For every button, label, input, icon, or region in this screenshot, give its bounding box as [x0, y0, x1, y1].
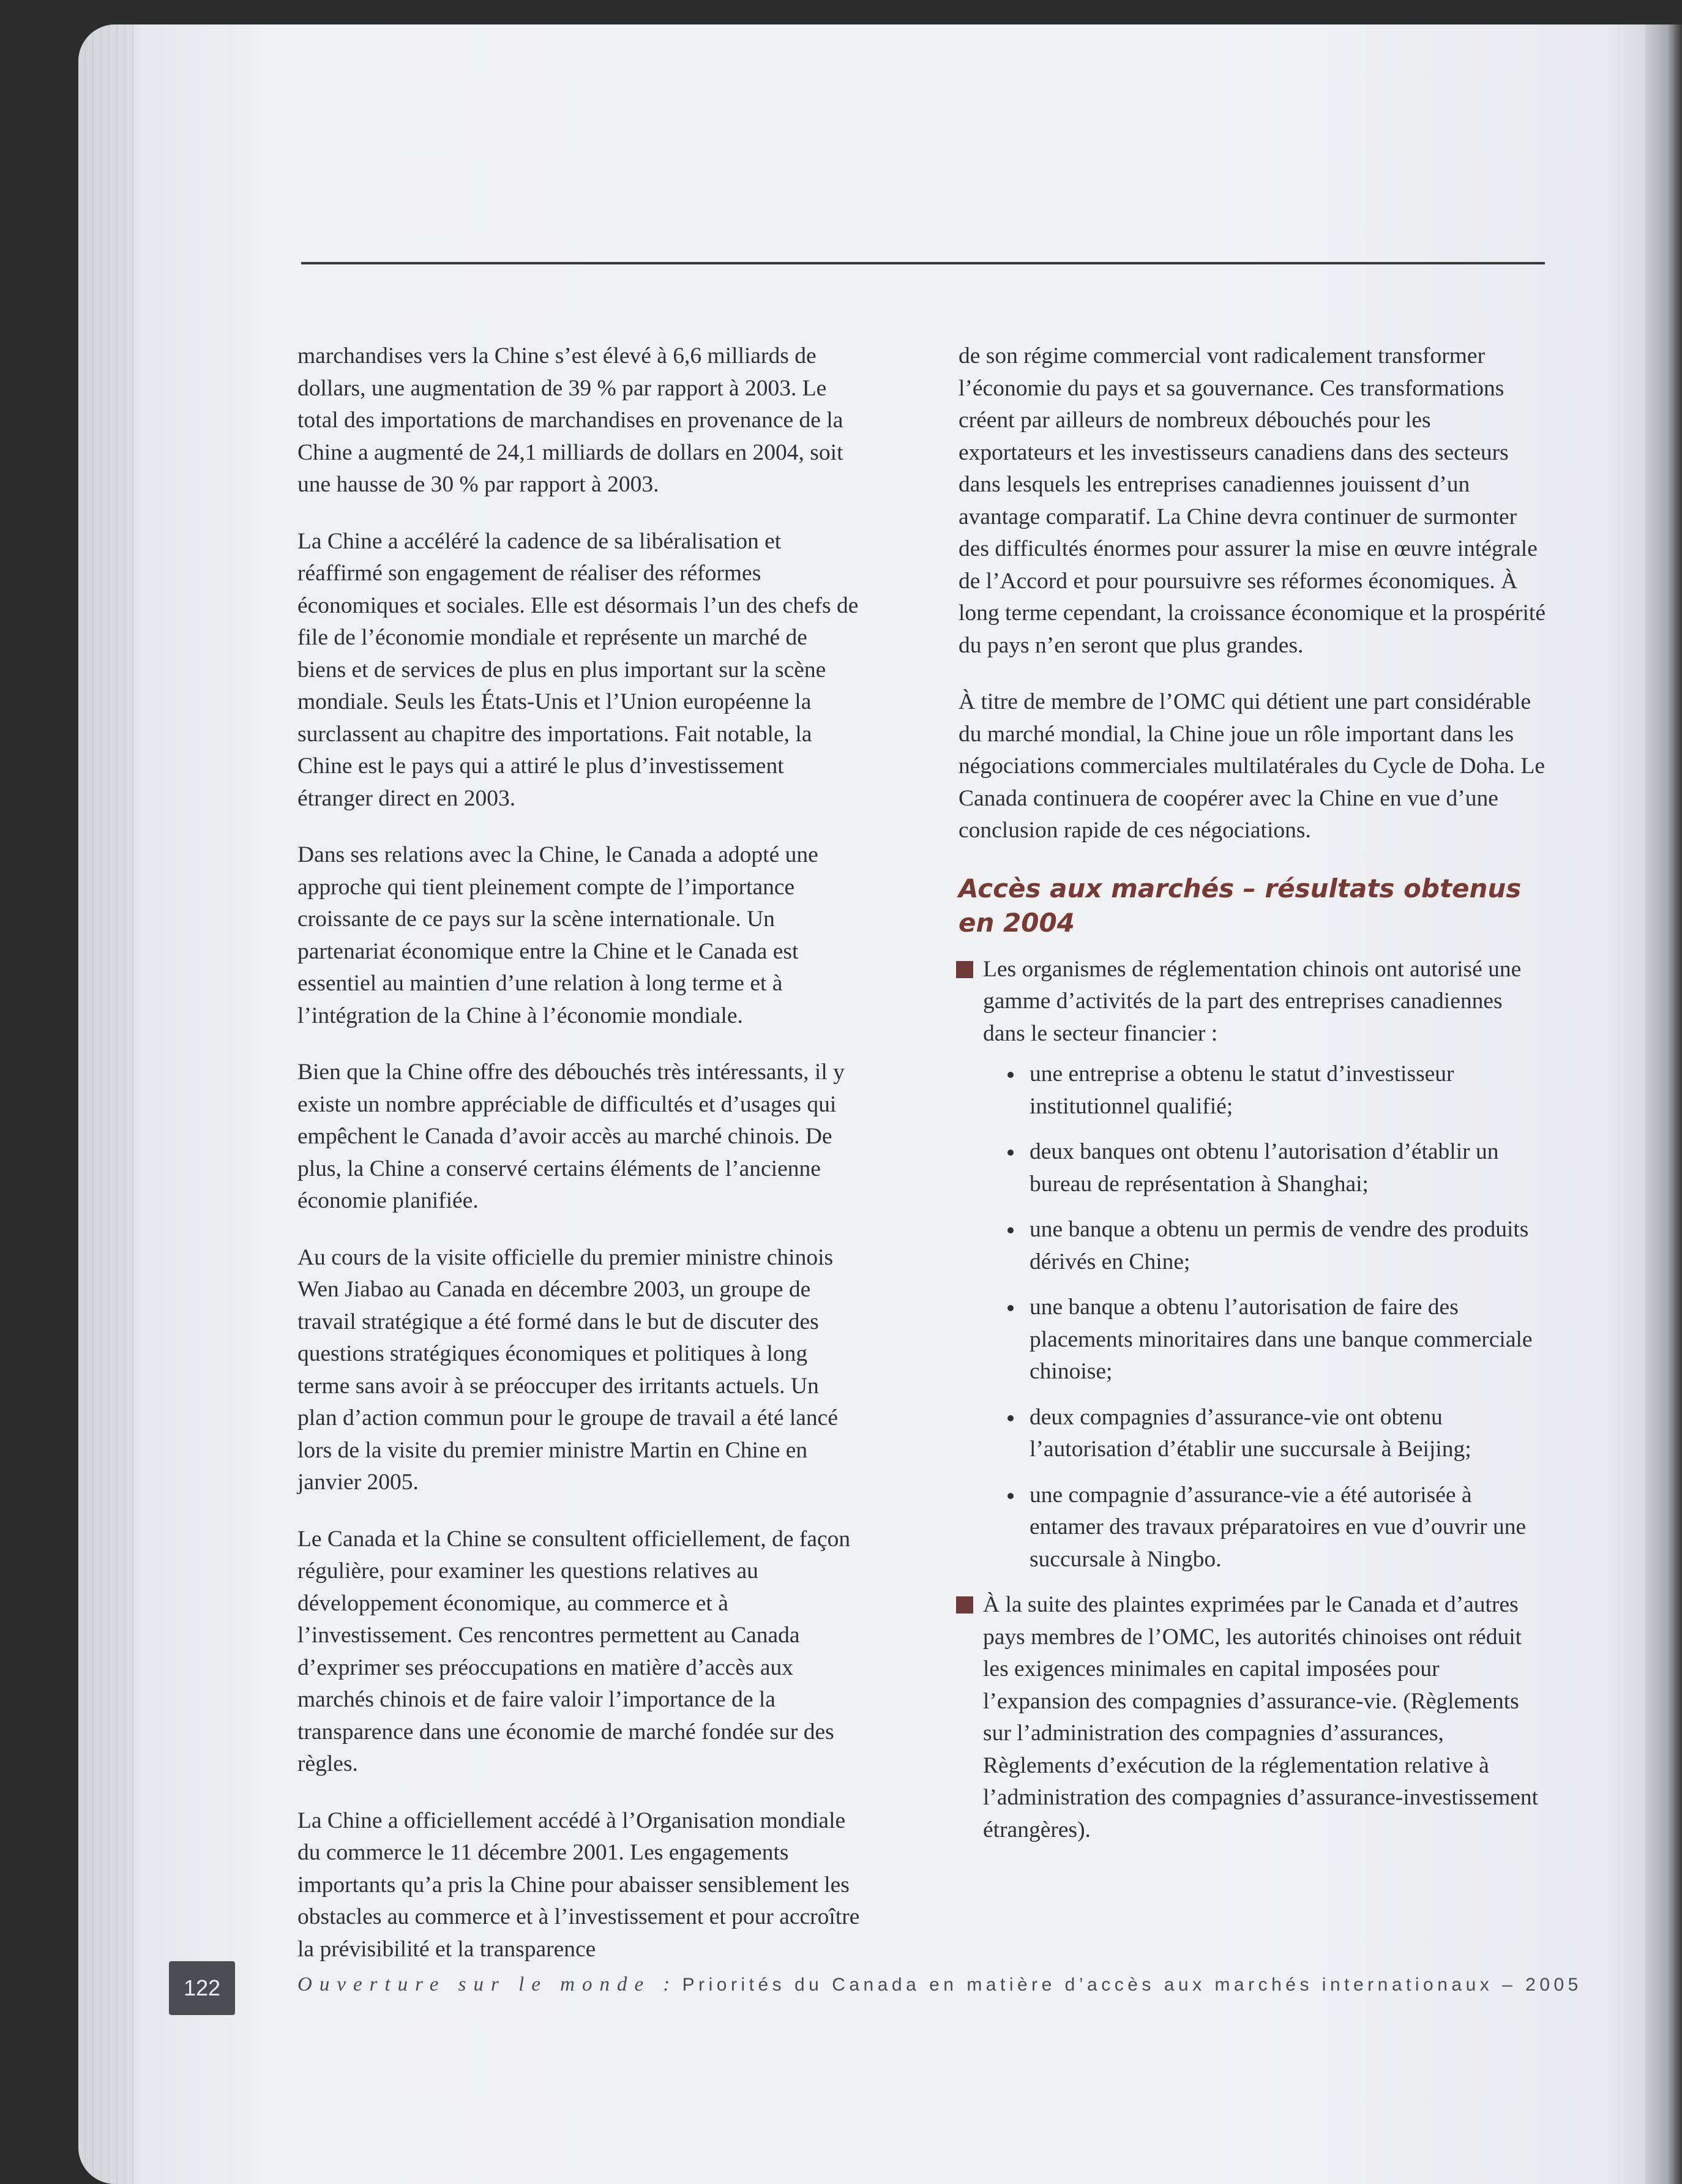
- section-heading: Accès aux marchés – résultats obtenus en 2004: [959, 873, 1522, 938]
- footer-title: Priorités du Canada en matière d’accès aux marchés internationaux – 2005: [682, 1975, 1582, 1995]
- sub-list-item-text: une entreprise a obtenu le statut d’investisseur institutionnel qualifié;: [1030, 1061, 1454, 1119]
- round-bullet-icon: [1007, 1150, 1014, 1156]
- paragraph: Le Canada et la Chine se consultent officiellement, de façon régulière, pour examiner les questions relatives au développement économique, au commerce et à l’investissement. Ces rencontres permettent au Canada d’exprimer ses préoccupations en matière d’accès aux marchés chinois et de faire valoir l’importance de la transparence dans une économie de marché fondée sur des règles.: [297, 1526, 851, 1776]
- right-column: [959, 340, 1546, 1860]
- page-stack-edges: [78, 24, 133, 2184]
- sub-list-item: [1005, 1292, 1546, 1388]
- square-bullet-icon: [956, 1596, 973, 1614]
- list-item-text: À la suite des plaintes exprimées par le Canada et d’autres pays membres de l’OMC, les autorités chinoises ont réduit les exigences minimales en capital imposées pour l’expansion des compagnies d’assurance-vie. (Règlements sur l’administration des compagnies d’assurances, Règlements d’exécution de la réglementation relative à l’administration des compagnies d’assurance-investissement étrangères).: [983, 1592, 1539, 1842]
- sub-list-item: [1005, 1402, 1546, 1466]
- paragraph: marchandises vers la Chine s’est élevé à 6,6 milliards de dollars, une augmentation de 39 % par rapport à 2003. Le total des importations de marchandises en provenance de la Chine a augmenté de 24,1 milliards de dollars en 2004, soit une hausse de 30 % par rapport à 2003.: [297, 343, 843, 497]
- sub-list-item-text: une banque a obtenu l’autorisation de faire des placements minoritaires dans une banque commerciale chinoise;: [1030, 1295, 1533, 1384]
- list-item: [959, 954, 1546, 1576]
- sub-list-item-text: deux banques ont obtenu l’autorisation d’établir un bureau de représentation à Shanghai;: [1030, 1139, 1499, 1197]
- sub-list-item: [1005, 1058, 1546, 1123]
- round-bullet-icon: [1007, 1493, 1014, 1499]
- paragraph: Dans ses relations avec la Chine, le Canada a adopté une approche qui tient pleinement compte de l’importance croissante de ce pays sur la scène internationale. Un partenariat économique entre la Chine et le Canada est essentiel au maintien d’une relation à long terme et à l’intégration de la Chine à l’économie mondiale.: [297, 842, 818, 1028]
- paragraph: Au cours de la visite officielle du premier ministre chinois Wen Jiabao au Canada en décembre 2003, un groupe de travail stratégique a été formé dans le but de discuter des questions stratégiques économiques et politiques à long terme sans avoir à se préoccuper des irritants actuels. Un plan d’action commun pour le groupe de travail a été lancé lors de la visite du premier ministre Martin en Chine en janvier 2005.: [297, 1244, 838, 1495]
- sub-list-item-text: une banque a obtenu un permis de vendre des produits dérivés en Chine;: [1030, 1217, 1529, 1274]
- paragraph: La Chine a accéléré la cadence de sa libéralisation et réaffirmé son engagement de réaliser des réformes économiques et sociales. Elle est désormais l’un des chefs de file de l’économie mondiale et représente un marché de biens et de services de plus en plus important sur la scène mondiale. Seuls les États-Unis et l’Union européenne la surclassent au chapitre des importations. Fait notable, la Chine est le pays qui a attiré le plus d’investissement étranger direct en 2003.: [297, 528, 859, 811]
- header-rule: [301, 262, 1545, 264]
- sub-list-item-text: deux compagnies d’assurance-vie ont obtenu l’autorisation d’établir une succursale à Beijing;: [1030, 1404, 1471, 1462]
- paragraph: À titre de membre de l’OMC qui détient une part considérable du marché mondial, la Chine joue un rôle important dans les négociations commerciales multilatérales du Cycle de Doha. Le Canada continuera de coopérer avec la Chine en vue d’une conclusion rapide de ces négociations.: [959, 689, 1545, 843]
- sub-list-item: [1005, 1479, 1546, 1576]
- paragraph: de son régime commercial vont radicalement transformer l’économie du pays et sa gouvernance. Ces transformations créent par ailleurs de nombreux débouchés pour les exportateurs et les investisseurs canadiens dans des secteurs dans lesquels les entreprises canadiennes jouissent d’un avantage comparatif. La Chine devra continuer de surmonter des difficultés énormes pour assurer la mise en œuvre intégrale de l’Accord et pour poursuivre ses réformes économiques. À long terme cependant, la croissance économique et la prospérité du pays n’en seront que plus grandes.: [959, 343, 1546, 658]
- sub-list-item: [1005, 1136, 1546, 1200]
- sub-list-item: [1005, 1214, 1546, 1278]
- paragraph: La Chine a officiellement accédé à l’Organisation mondiale du commerce le 11 décembre 2001. Les engagements importants qu’a pris la Chine pour abaisser sensiblement les obstacles au commerce et à l’investissement et pour accroître la prévisibilité et la transparence: [297, 1808, 860, 1962]
- sub-list-item-text: une compagnie d’assurance-vie a été autorisée à entamer des travaux préparatoires en vue d’ouvrir une succursale à Ningbo.: [1030, 1482, 1527, 1572]
- paragraph: Bien que la Chine offre des débouchés très intéressants, il y existe un nombre appréciable de difficultés et d’usages qui empêchent le Canada d’avoir accès au marché chinois. De plus, la Chine a conservé certains éléments de l’ancienne économie planifiée.: [297, 1060, 845, 1213]
- footer-title-italic: Ouverture sur le monde :: [297, 1973, 678, 1995]
- round-bullet-icon: [1007, 1072, 1014, 1078]
- left-column: [297, 340, 861, 1990]
- results-list: [959, 954, 1546, 1847]
- sub-list: [983, 1058, 1546, 1576]
- page-number: 122: [169, 1961, 235, 2015]
- facing-page-edge: [1645, 24, 1682, 2184]
- round-bullet-icon: [1007, 1227, 1014, 1233]
- list-item: [959, 1589, 1546, 1846]
- running-footer: [297, 1969, 1583, 2001]
- round-bullet-icon: [1007, 1305, 1014, 1311]
- square-bullet-icon: [956, 961, 973, 978]
- round-bullet-icon: [1007, 1415, 1014, 1421]
- list-item-text: Les organismes de réglementation chinois ont autorisé une gamme d’activités de la part des entreprises canadiennes dans le secteur financier :: [983, 956, 1522, 1046]
